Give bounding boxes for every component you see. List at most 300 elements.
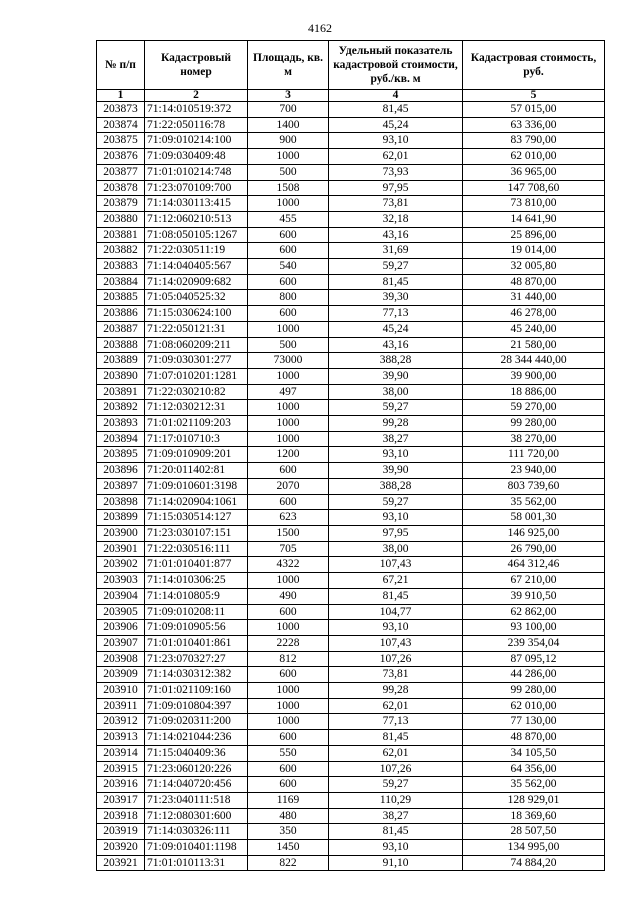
cadastral-number-cell: 71:09:020311:200 [145,714,248,730]
row-number-cell: 203899 [97,510,145,526]
cadastral-number-cell: 71:01:021109:203 [145,416,248,432]
table-row [97,730,605,746]
cadastral-number-cell: 71:23:060120:226 [145,761,248,777]
unit-value-cell: 93,10 [329,510,463,526]
area-cell: 497 [248,384,329,400]
table-row [97,651,605,667]
cadastral-value-cell: 18 369,60 [463,808,605,824]
cadastral-number-cell: 71:14:021044:236 [145,730,248,746]
table-row [97,149,605,165]
area-cell: 550 [248,745,329,761]
cadastral-value-cell: 36 965,00 [463,164,605,180]
table-row [97,525,605,541]
header-row-number: № п/п [97,41,145,90]
cadastral-number-cell: 71:08:050105:1267 [145,227,248,243]
cadastral-number-cell: 71:14:020904:1061 [145,494,248,510]
cadastral-number-cell: 71:14:030113:415 [145,196,248,212]
area-cell: 600 [248,730,329,746]
row-number-cell: 203900 [97,525,145,541]
row-number-cell: 203889 [97,353,145,369]
area-cell: 600 [248,306,329,322]
area-cell: 900 [248,133,329,149]
cadastral-value-cell: 32 005,80 [463,259,605,275]
cadastral-number-cell: 71:12:060210:513 [145,211,248,227]
area-cell: 350 [248,824,329,840]
table-row [97,683,605,699]
cadastral-value-cell: 57 015,00 [463,102,605,118]
cadastral-number-cell: 71:14:030312:382 [145,667,248,683]
area-cell: 600 [248,463,329,479]
cadastral-number-cell: 71:14:040405:567 [145,259,248,275]
unit-value-cell: 93,10 [329,447,463,463]
row-number-cell: 203883 [97,259,145,275]
table-row [97,353,605,369]
table-row [97,478,605,494]
cadastral-number-cell: 71:14:010805:9 [145,588,248,604]
table-row [97,494,605,510]
row-number-cell: 203882 [97,243,145,259]
table-row [97,337,605,353]
header-cadastral-value: Кадастровая стоимость, руб. [463,41,605,90]
table-row [97,164,605,180]
cadastral-number-cell: 71:09:010905:56 [145,620,248,636]
cadastral-value-cell: 19 014,00 [463,243,605,259]
cadastral-number-cell: 71:23:070327:27 [145,651,248,667]
row-number-cell: 203913 [97,730,145,746]
row-number-cell: 203874 [97,117,145,133]
table-row [97,211,605,227]
cadastral-number-cell: 71:22:030210:82 [145,384,248,400]
unit-value-cell: 81,45 [329,588,463,604]
row-number-cell: 203887 [97,321,145,337]
row-number-cell: 203914 [97,745,145,761]
table-row [97,698,605,714]
cadastral-number-cell: 71:23:040111:518 [145,792,248,808]
cadastral-number-cell: 71:12:030212:31 [145,400,248,416]
table-row [97,400,605,416]
unit-value-cell: 45,24 [329,321,463,337]
unit-value-cell: 38,00 [329,384,463,400]
area-cell: 1000 [248,620,329,636]
cadastral-value-cell: 83 790,00 [463,133,605,149]
cadastral-number-cell: 71:07:010201:1281 [145,368,248,384]
cadastral-number-cell: 71:23:070109:700 [145,180,248,196]
cadastral-value-cell: 74 884,20 [463,855,605,871]
area-cell: 2228 [248,635,329,651]
row-number-cell: 203891 [97,384,145,400]
row-number-cell: 203907 [97,635,145,651]
table-row [97,368,605,384]
cadastral-number-cell: 71:15:030624:100 [145,306,248,322]
area-cell: 1000 [248,400,329,416]
cadastral-value-cell: 39 900,00 [463,368,605,384]
area-cell: 1000 [248,573,329,589]
area-cell: 1508 [248,180,329,196]
area-cell: 1000 [248,714,329,730]
row-number-cell: 203893 [97,416,145,432]
unit-value-cell: 77,13 [329,714,463,730]
unit-value-cell: 39,90 [329,368,463,384]
unit-value-cell: 59,27 [329,259,463,275]
table-row [97,117,605,133]
unit-value-cell: 73,81 [329,667,463,683]
area-cell: 1000 [248,431,329,447]
cadastral-value-cell: 26 790,00 [463,541,605,557]
area-cell: 705 [248,541,329,557]
page-number: 4162 [308,21,332,35]
table-row [97,274,605,290]
row-number-cell: 203905 [97,604,145,620]
unit-value-cell: 59,27 [329,777,463,793]
cadastral-value-cell: 45 240,00 [463,321,605,337]
cadastral-number-cell: 71:17:010710:3 [145,431,248,447]
area-cell: 1500 [248,525,329,541]
unit-value-cell: 107,43 [329,557,463,573]
table-row [97,635,605,651]
cadastral-number-cell: 71:09:010601:3198 [145,478,248,494]
unit-value-cell: 99,28 [329,416,463,432]
cadastral-number-cell: 71:08:060209:211 [145,337,248,353]
cadastral-number-cell: 71:01:010214:748 [145,164,248,180]
row-number-cell: 203896 [97,463,145,479]
unit-value-cell: 97,95 [329,180,463,196]
row-number-cell: 203888 [97,337,145,353]
area-cell: 822 [248,855,329,871]
cadastral-number-cell: 71:14:040720:456 [145,777,248,793]
cadastral-number-cell: 71:09:030409:48 [145,149,248,165]
cadastral-value-cell: 99 280,00 [463,416,605,432]
unit-value-cell: 43,16 [329,337,463,353]
unit-value-cell: 67,21 [329,573,463,589]
cadastral-number-cell: 71:22:030516:111 [145,541,248,557]
cadastral-value-cell: 44 286,00 [463,667,605,683]
area-cell: 540 [248,259,329,275]
cadastral-number-cell: 71:05:040525:32 [145,290,248,306]
cadastral-value-cell: 73 810,00 [463,196,605,212]
unit-value-cell: 38,27 [329,431,463,447]
area-cell: 600 [248,604,329,620]
area-cell: 1000 [248,196,329,212]
row-number-cell: 203885 [97,290,145,306]
table-row [97,416,605,432]
cadastral-number-cell: 71:09:010214:100 [145,133,248,149]
unit-value-cell: 59,27 [329,494,463,510]
unit-value-cell: 107,26 [329,761,463,777]
column-number: 4 [329,90,463,102]
row-number-cell: 203906 [97,620,145,636]
unit-value-cell: 39,30 [329,290,463,306]
column-number: 3 [248,90,329,102]
row-number-cell: 203895 [97,447,145,463]
table-row [97,133,605,149]
column-number-row [97,90,605,102]
cadastral-number-cell: 71:15:040409:36 [145,745,248,761]
table-row [97,227,605,243]
table-row [97,667,605,683]
area-cell: 500 [248,337,329,353]
cadastral-value-cell: 28 507,50 [463,824,605,840]
cadastral-value-cell: 67 210,00 [463,573,605,589]
cadastral-value-cell: 99 280,00 [463,683,605,699]
unit-value-cell: 388,28 [329,478,463,494]
row-number-cell: 203910 [97,683,145,699]
unit-value-cell: 81,45 [329,730,463,746]
row-number-cell: 203878 [97,180,145,196]
table-row [97,604,605,620]
row-number-cell: 203894 [97,431,145,447]
unit-value-cell: 73,93 [329,164,463,180]
cadastral-value-cell: 35 562,00 [463,494,605,510]
table-row [97,306,605,322]
row-number-cell: 203902 [97,557,145,573]
area-cell: 455 [248,211,329,227]
cadastral-value-cell: 803 739,60 [463,478,605,494]
table-row [97,777,605,793]
cadastral-number-cell: 71:12:080301:600 [145,808,248,824]
cadastral-value-cell: 128 929,01 [463,792,605,808]
row-number-cell: 203873 [97,102,145,118]
table-row [97,447,605,463]
table-row [97,541,605,557]
table-row [97,290,605,306]
cadastral-value-cell: 46 278,00 [463,306,605,322]
unit-value-cell: 59,27 [329,400,463,416]
header-area: Площадь, кв. м [248,41,329,90]
table-row [97,431,605,447]
cadastral-value-table [96,40,605,871]
area-cell: 600 [248,667,329,683]
table-row [97,259,605,275]
table-row [97,573,605,589]
row-number-cell: 203916 [97,777,145,793]
row-number-cell: 203909 [97,667,145,683]
row-number-cell: 203915 [97,761,145,777]
row-number-cell: 203917 [97,792,145,808]
row-number-cell: 203912 [97,714,145,730]
area-cell: 1169 [248,792,329,808]
row-number-cell: 203886 [97,306,145,322]
cadastral-number-cell: 71:09:010401:1198 [145,840,248,856]
area-cell: 600 [248,494,329,510]
cadastral-number-cell: 71:09:030301:277 [145,353,248,369]
area-cell: 600 [248,777,329,793]
cadastral-number-cell: 71:14:020909:682 [145,274,248,290]
area-cell: 500 [248,164,329,180]
cadastral-value-cell: 146 925,00 [463,525,605,541]
cadastral-value-cell: 39 910,50 [463,588,605,604]
cadastral-number-cell: 71:01:010401:861 [145,635,248,651]
row-number-cell: 203890 [97,368,145,384]
cadastral-value-cell: 134 995,00 [463,840,605,856]
cadastral-value-cell: 35 562,00 [463,777,605,793]
row-number-cell: 203903 [97,573,145,589]
cadastral-value-cell: 34 105,50 [463,745,605,761]
area-cell: 1000 [248,683,329,699]
area-cell: 1200 [248,447,329,463]
cadastral-value-cell: 28 344 440,00 [463,353,605,369]
unit-value-cell: 91,10 [329,855,463,871]
row-number-cell: 203919 [97,824,145,840]
cadastral-value-cell: 464 312,46 [463,557,605,573]
area-cell: 812 [248,651,329,667]
area-cell: 1000 [248,368,329,384]
cadastral-number-cell: 71:01:010113:31 [145,855,248,871]
unit-value-cell: 45,24 [329,117,463,133]
cadastral-value-cell: 239 354,04 [463,635,605,651]
unit-value-cell: 81,45 [329,274,463,290]
cadastral-value-cell: 64 356,00 [463,761,605,777]
row-number-cell: 203898 [97,494,145,510]
cadastral-value-cell: 14 641,90 [463,211,605,227]
area-cell: 1450 [248,840,329,856]
table-row [97,557,605,573]
unit-value-cell: 32,18 [329,211,463,227]
cadastral-number-cell: 71:22:050121:31 [145,321,248,337]
unit-value-cell: 39,90 [329,463,463,479]
row-number-cell: 203880 [97,211,145,227]
row-number-cell: 203908 [97,651,145,667]
cadastral-value-cell: 63 336,00 [463,117,605,133]
table-row [97,855,605,871]
area-cell: 600 [248,243,329,259]
unit-value-cell: 62,01 [329,745,463,761]
cadastral-number-cell: 71:01:010401:877 [145,557,248,573]
table-row [97,243,605,259]
cadastral-value-cell: 21 580,00 [463,337,605,353]
column-number: 2 [145,90,248,102]
table-row [97,463,605,479]
table-row [97,588,605,604]
column-number: 5 [463,90,605,102]
column-number: 1 [97,90,145,102]
table-row [97,808,605,824]
table-row [97,180,605,196]
header-cadastral-number: Кадастровый номер [145,41,248,90]
cadastral-value-cell: 62 010,00 [463,698,605,714]
row-number-cell: 203892 [97,400,145,416]
cadastral-value-cell: 48 870,00 [463,274,605,290]
area-cell: 800 [248,290,329,306]
unit-value-cell: 73,81 [329,196,463,212]
unit-value-cell: 81,45 [329,824,463,840]
row-number-cell: 203901 [97,541,145,557]
table-row [97,745,605,761]
row-number-cell: 203875 [97,133,145,149]
cadastral-number-cell: 71:14:030326:111 [145,824,248,840]
area-cell: 600 [248,227,329,243]
area-cell: 600 [248,761,329,777]
row-number-cell: 203877 [97,164,145,180]
cadastral-number-cell: 71:22:030511:19 [145,243,248,259]
row-number-cell: 203911 [97,698,145,714]
cadastral-number-cell: 71:09:010208:11 [145,604,248,620]
unit-value-cell: 81,45 [329,102,463,118]
cadastral-number-cell: 71:14:010306:25 [145,573,248,589]
table-row [97,384,605,400]
table-body [97,102,605,871]
table-row [97,196,605,212]
area-cell: 623 [248,510,329,526]
cadastral-value-cell: 147 708,60 [463,180,605,196]
cadastral-value-cell: 38 270,00 [463,431,605,447]
row-number-cell: 203879 [97,196,145,212]
table-row [97,102,605,118]
header-unit-value: Удельный показатель кадастровой стоимости, руб./кв. м [329,41,463,90]
cadastral-value-cell: 48 870,00 [463,730,605,746]
cadastral-number-cell: 71:09:010909:201 [145,447,248,463]
row-number-cell: 203897 [97,478,145,494]
table-row [97,792,605,808]
cadastral-number-cell: 71:15:030514:127 [145,510,248,526]
row-number-cell: 203918 [97,808,145,824]
unit-value-cell: 93,10 [329,620,463,636]
area-cell: 600 [248,274,329,290]
table-row [97,321,605,337]
cadastral-number-cell: 71:14:010519:372 [145,102,248,118]
unit-value-cell: 110,29 [329,792,463,808]
table-row [97,840,605,856]
cadastral-value-cell: 62 862,00 [463,604,605,620]
cadastral-value-cell: 18 886,00 [463,384,605,400]
unit-value-cell: 93,10 [329,840,463,856]
cadastral-value-cell: 77 130,00 [463,714,605,730]
row-number-cell: 203876 [97,149,145,165]
area-cell: 1000 [248,416,329,432]
table-row [97,824,605,840]
cadastral-number-cell: 71:09:010804:397 [145,698,248,714]
area-cell: 2070 [248,478,329,494]
area-cell: 1000 [248,321,329,337]
cadastral-value-cell: 111 720,00 [463,447,605,463]
table-row [97,714,605,730]
cadastral-value-cell: 93 100,00 [463,620,605,636]
cadastral-number-cell: 71:20:011402:81 [145,463,248,479]
unit-value-cell: 97,95 [329,525,463,541]
cadastral-number-cell: 71:22:050116:78 [145,117,248,133]
cadastral-number-cell: 71:23:030107:151 [145,525,248,541]
area-cell: 4322 [248,557,329,573]
unit-value-cell: 107,26 [329,651,463,667]
row-number-cell: 203881 [97,227,145,243]
row-number-cell: 203884 [97,274,145,290]
cadastral-value-cell: 59 270,00 [463,400,605,416]
cadastral-value-cell: 62 010,00 [463,149,605,165]
unit-value-cell: 43,16 [329,227,463,243]
unit-value-cell: 107,43 [329,635,463,651]
area-cell: 700 [248,102,329,118]
unit-value-cell: 38,00 [329,541,463,557]
cadastral-value-cell: 31 440,00 [463,290,605,306]
cadastral-value-cell: 23 940,00 [463,463,605,479]
area-cell: 490 [248,588,329,604]
unit-value-cell: 31,69 [329,243,463,259]
row-number-cell: 203921 [97,855,145,871]
unit-value-cell: 93,10 [329,133,463,149]
area-cell: 480 [248,808,329,824]
unit-value-cell: 62,01 [329,149,463,165]
row-number-cell: 203904 [97,588,145,604]
table-row [97,510,605,526]
unit-value-cell: 104,77 [329,604,463,620]
unit-value-cell: 77,13 [329,306,463,322]
unit-value-cell: 38,27 [329,808,463,824]
cadastral-value-cell: 25 896,00 [463,227,605,243]
area-cell: 1400 [248,117,329,133]
area-cell: 1000 [248,698,329,714]
area-cell: 73000 [248,353,329,369]
cadastral-number-cell: 71:01:021109:160 [145,683,248,699]
cadastral-value-cell: 87 095,12 [463,651,605,667]
